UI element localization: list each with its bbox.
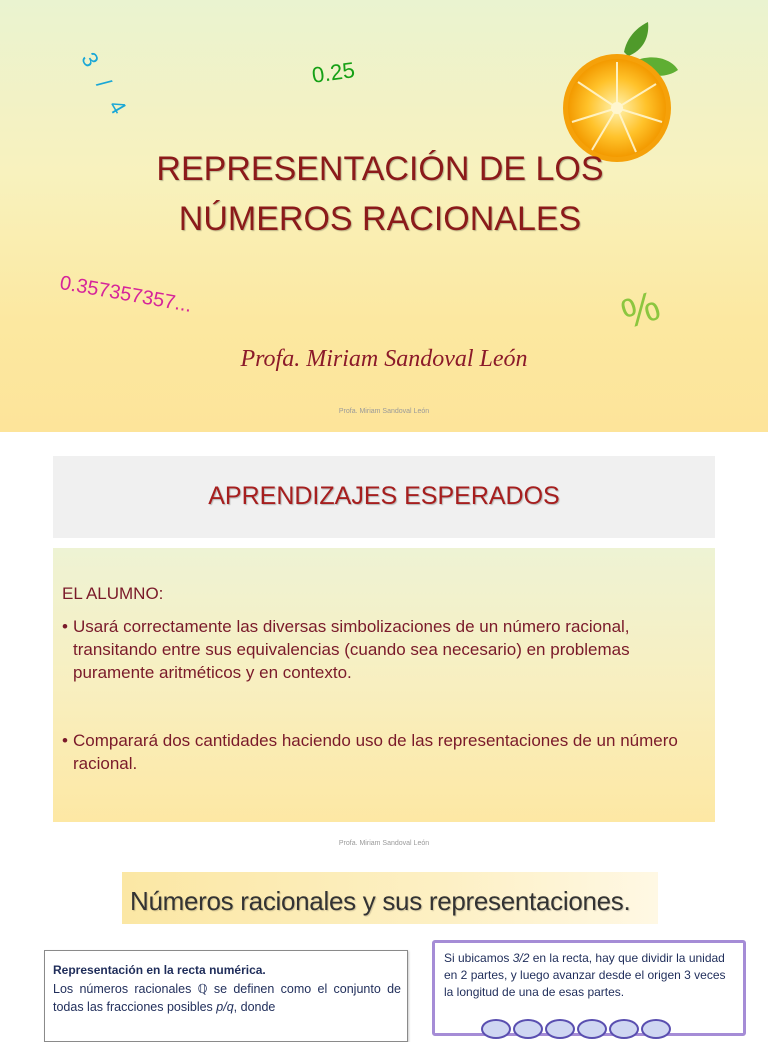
- unit-part-marker: [513, 1019, 543, 1039]
- slide-footer: Profa. Miriam Sandoval León: [338, 408, 430, 415]
- unit-part-marker: [577, 1019, 607, 1039]
- objective-bullet: [58, 615, 708, 684]
- orange-slice-icon: [532, 22, 702, 162]
- decimal-decoration: 0.25: [310, 57, 357, 88]
- author-name: Profa. Miriam Sandoval León: [240, 346, 528, 372]
- bullet-mark: •: [62, 731, 68, 750]
- title-slide: [0, 0, 768, 432]
- repeating-decimal-decoration: 0.357357357...: [58, 272, 194, 317]
- number-line-card: [44, 950, 408, 1042]
- example-fraction: 3/2: [512, 951, 530, 965]
- objectives-content: [53, 548, 715, 822]
- objectives-header: [53, 456, 715, 538]
- percent-decoration: %: [615, 281, 666, 338]
- unit-part-marker: [609, 1019, 639, 1039]
- unit-part-marker: [641, 1019, 671, 1039]
- bullet-text: Comparará dos cantidades haciendo uso de las representaciones de un número racional.: [73, 731, 678, 773]
- unit-part-marker: [545, 1019, 575, 1039]
- student-heading: EL ALUMNO:: [62, 584, 164, 603]
- section-title: Números racionales y sus representaciones.: [130, 886, 631, 916]
- card-body-text: , donde: [233, 1000, 276, 1014]
- bullet-mark: •: [62, 617, 68, 636]
- bullet-text: Usará correctamente las diversas simbolizaciones de un número racional, transitando entre sus equivalencias (cuando sea necesario) en problemas puramente aritméticos y en contexto.: [73, 617, 630, 682]
- card-body-text: Los números racionales ℚ se definen como el conjunto de todas las fracciones posibles: [53, 982, 401, 1014]
- slide-footer: Profa. Miriam Sandoval León: [338, 840, 430, 847]
- example-card: [432, 940, 746, 1036]
- presentation-title: [120, 144, 640, 244]
- title-line-2: NÚMEROS RACIONALES: [178, 200, 582, 238]
- title-line-1: REPRESENTACIÓN DE LOS: [156, 150, 604, 188]
- number-line-illustration: [481, 1017, 701, 1033]
- unit-part-marker: [481, 1019, 511, 1039]
- example-text-part: en la recta, hay que dividir la unidad en 2 partes, y luego avanzar desde el origen 3 veces la longitud de una de esas partes.: [444, 951, 726, 999]
- example-text: [444, 950, 738, 1001]
- card-body: [53, 980, 401, 1016]
- card-body-fraction: p/q: [216, 1000, 234, 1014]
- objective-bullet: [58, 729, 708, 775]
- section-banner: [122, 872, 658, 924]
- objectives-title: APRENDIZAJES ESPERADOS: [208, 482, 560, 510]
- example-text-part: Si ubicamos: [444, 951, 513, 965]
- fraction-decoration: 3 / 4: [76, 48, 135, 124]
- card-heading: Representación en la recta numérica.: [53, 963, 266, 977]
